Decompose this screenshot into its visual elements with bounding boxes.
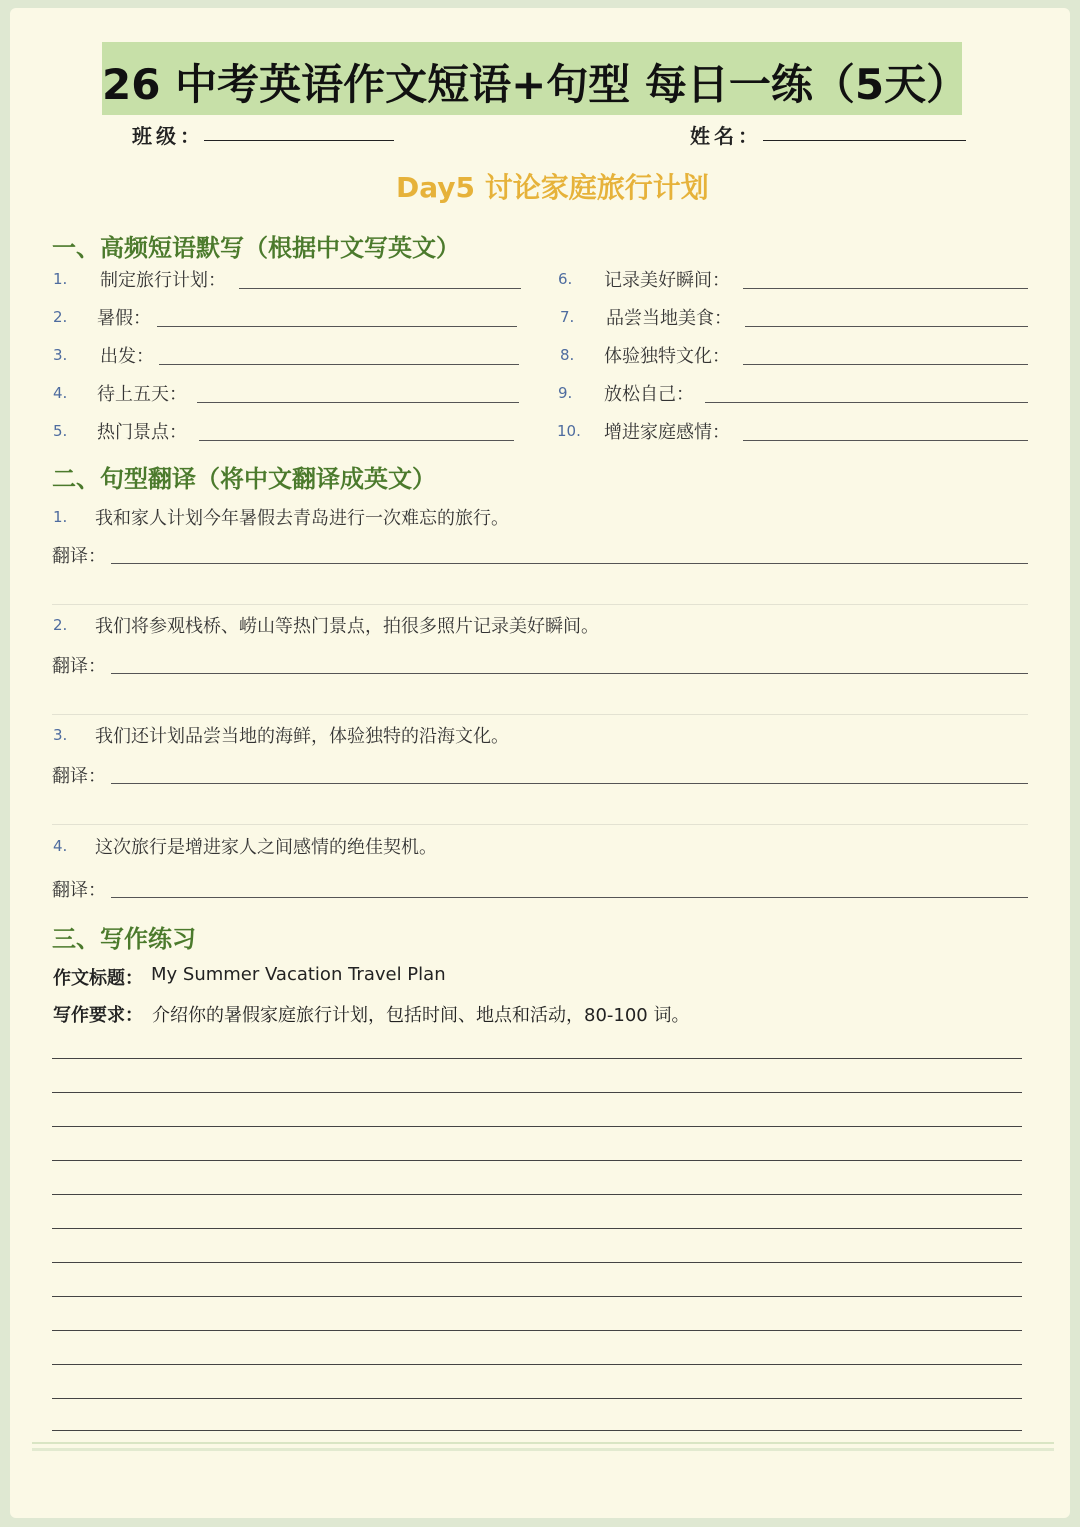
sentence-prompt: 我们还计划品尝当地的海鲜，体验独特的沿海文化。	[95, 726, 509, 747]
section1-heading: 一、高频短语默写（根据中文写英文）	[52, 234, 460, 262]
phrase-prompt: 记录美好瞬间：	[604, 270, 730, 291]
writing-line[interactable]	[52, 1228, 1022, 1229]
phrase-answer-line[interactable]	[743, 288, 1028, 289]
sentence-number: 3.	[53, 726, 68, 744]
writing-line[interactable]	[52, 1126, 1022, 1127]
page-title: 26 中考英语作文短语+句型 每日一练（5天）	[102, 60, 969, 109]
phrase-number: 8.	[560, 346, 575, 364]
sentence-prompt: 我们将参观栈桥、崂山等热门景点，拍很多照片记录美好瞬间。	[95, 616, 599, 637]
phrase-prompt: 待上五天：	[97, 384, 187, 405]
phrase-prompt: 放松自己：	[604, 384, 694, 405]
phrase-prompt: 品尝当地美食：	[606, 308, 732, 329]
day-title: Day5 讨论家庭旅行计划	[396, 171, 709, 204]
translation-answer-line[interactable]	[111, 783, 1028, 784]
phrase-number: 1.	[53, 270, 68, 288]
writing-line[interactable]	[52, 1160, 1022, 1161]
divider	[52, 824, 1028, 825]
phrase-answer-line[interactable]	[197, 402, 519, 403]
sentence-number: 2.	[53, 616, 68, 634]
phrase-answer-line[interactable]	[159, 364, 519, 365]
phrase-answer-line[interactable]	[745, 326, 1028, 327]
phrase-number: 6.	[558, 270, 573, 288]
writing-line[interactable]	[52, 1296, 1022, 1297]
phrase-prompt: 暑假：	[97, 308, 151, 329]
phrase-answer-line[interactable]	[743, 364, 1028, 365]
phrase-number: 5.	[53, 422, 68, 440]
translation-answer-line[interactable]	[111, 897, 1028, 898]
writing-line[interactable]	[52, 1262, 1022, 1263]
section2-heading: 二、句型翻译（将中文翻译成英文）	[52, 465, 436, 493]
phrase-answer-line[interactable]	[743, 440, 1028, 441]
translation-answer-line[interactable]	[111, 563, 1028, 564]
requirement-text: 介绍你的暑假家庭旅行计划，包括时间、地点和活动，80-100 词。	[152, 1005, 690, 1026]
writing-line[interactable]	[52, 1430, 1022, 1431]
sentence-number: 4.	[53, 837, 68, 855]
phrase-number: 7.	[560, 308, 575, 326]
phrase-prompt: 制定旅行计划：	[100, 270, 226, 291]
phrase-answer-line[interactable]	[199, 440, 514, 441]
translate-label: 翻译：	[52, 656, 106, 677]
writing-line[interactable]	[52, 1092, 1022, 1093]
worksheet-page	[10, 8, 1070, 1518]
phrase-number: 2.	[53, 308, 68, 326]
translate-label: 翻译：	[52, 766, 106, 787]
writing-line[interactable]	[52, 1194, 1022, 1195]
sentence-prompt: 我和家人计划今年暑假去青岛进行一次难忘的旅行。	[95, 508, 509, 529]
translation-answer-line[interactable]	[111, 673, 1028, 674]
class-blank[interactable]	[204, 140, 394, 141]
translate-label: 翻译：	[52, 880, 106, 901]
sentence-number: 1.	[53, 508, 68, 526]
name-label: 姓名：	[690, 124, 762, 148]
translate-label: 翻译：	[52, 546, 106, 567]
section3-heading: 三、写作练习	[52, 925, 196, 953]
name-blank[interactable]	[763, 140, 966, 141]
phrase-number: 3.	[53, 346, 68, 364]
writing-line[interactable]	[52, 1398, 1022, 1399]
phrase-number: 4.	[53, 384, 68, 402]
phrase-answer-line[interactable]	[239, 288, 521, 289]
footer-decoration	[32, 1442, 1054, 1444]
class-label: 班级：	[132, 124, 204, 148]
divider	[52, 714, 1028, 715]
writing-line[interactable]	[52, 1058, 1022, 1059]
divider	[52, 604, 1028, 605]
writing-line[interactable]	[52, 1364, 1022, 1365]
phrase-answer-line[interactable]	[705, 402, 1028, 403]
phrase-prompt: 出发：	[100, 346, 154, 367]
phrase-prompt: 增进家庭感情：	[604, 422, 730, 443]
phrase-prompt: 热门景点：	[97, 422, 187, 443]
footer-decoration	[32, 1448, 1054, 1451]
phrase-prompt: 体验独特文化：	[604, 346, 730, 367]
writing-line[interactable]	[52, 1330, 1022, 1331]
sentence-prompt: 这次旅行是增进家人之间感情的绝佳契机。	[95, 837, 437, 858]
phrase-number: 10.	[557, 422, 581, 440]
phrase-number: 9.	[558, 384, 573, 402]
topic-label: 作文标题：	[53, 968, 143, 989]
requirement-label: 写作要求：	[53, 1005, 143, 1026]
topic-text: My Summer Vacation Travel Plan	[151, 964, 446, 985]
phrase-answer-line[interactable]	[157, 326, 517, 327]
